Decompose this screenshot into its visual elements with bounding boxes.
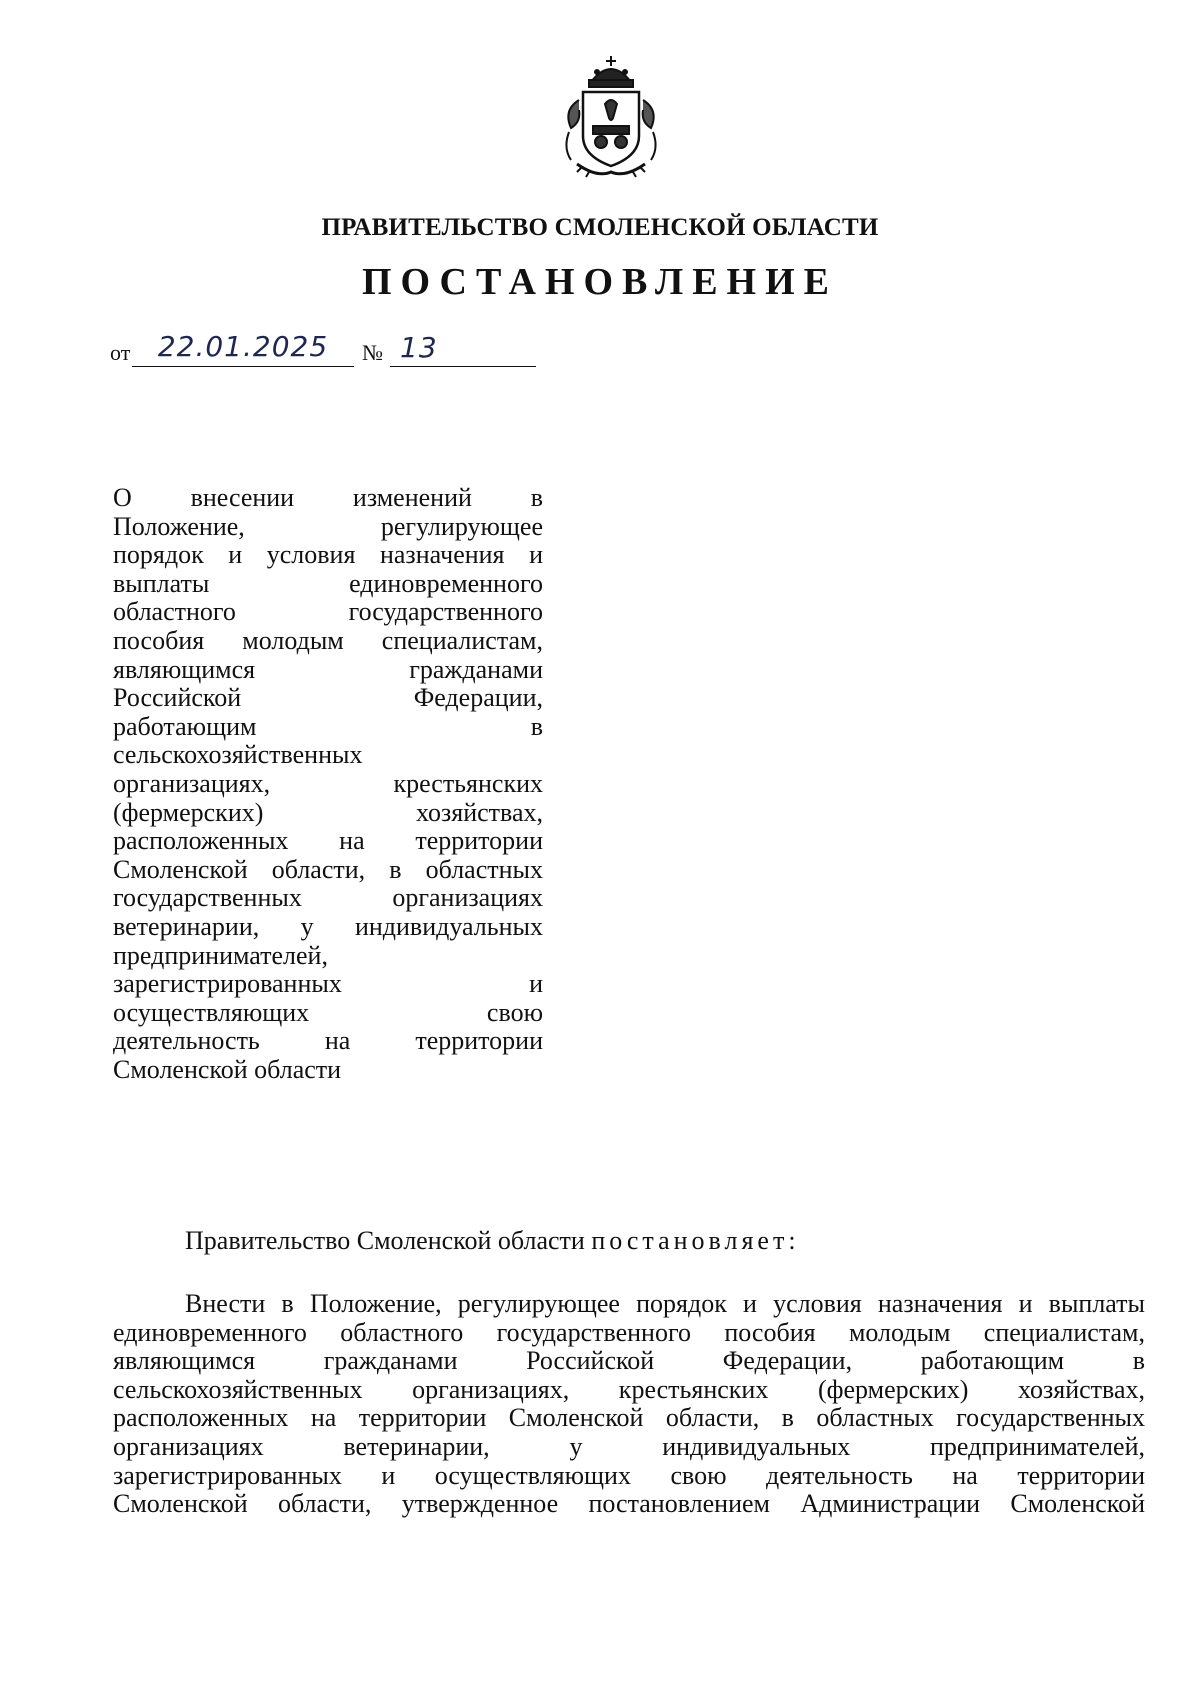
subject-line: областного государственного [113, 597, 543, 627]
number-field: 13 [390, 331, 536, 367]
subject-line: сельскохозяйственных [113, 740, 363, 770]
subject-line: пособия молодым специалистам, [113, 625, 543, 655]
subject-line: ветеринарии, у индивидуальных [113, 911, 543, 941]
subject-line: предпринимателей, [113, 940, 328, 970]
decree-statement [185, 1226, 800, 1256]
body-line: расположенных на территории Смоленской области, в областных государственных [113, 1403, 1145, 1433]
subject-line: деятельность на территории [113, 1026, 543, 1056]
decree-verb: постановляет: [591, 1226, 800, 1255]
body-line: организациях ветеринарии, у индивидуальных предпринимателей, [113, 1431, 1145, 1461]
subject-line: выплаты единовременного [113, 568, 543, 598]
body-line: Внести в Положение, регулирующее порядок и условия назначения и выплаты [185, 1289, 1145, 1318]
subject-line: порядок и условия назначения и [113, 540, 543, 570]
body-paragraph [113, 1290, 1145, 1519]
subject-line: Смоленской области [113, 1054, 342, 1084]
smolensk-coat-of-arms-icon [557, 52, 665, 184]
subject-line: организациях, крестьянских [113, 768, 543, 798]
date-field: 22.01.2025 [132, 330, 354, 367]
body-line: зарегистрированных и осуществляющих свою деятельность на территории [113, 1460, 1145, 1490]
subject-line: Положение, регулирующее [113, 511, 543, 541]
subject-line: зарегистрированных и [113, 969, 543, 999]
subject-line: работающим в [113, 711, 543, 741]
body-line: сельскохозяйственных организациях, крестьянских (фермерских) хозяйствах, [113, 1374, 1145, 1404]
subject-line: расположенных на территории [113, 826, 543, 856]
body-line: являющимся гражданами Российской Федерации, работающим в [113, 1346, 1145, 1376]
subject-line: (фермерских) хозяйствах, [113, 797, 543, 827]
document-subject [113, 484, 543, 1084]
date-label: от [110, 340, 131, 365]
body-line: Смоленской области, утвержденное постановлением Администрации Смоленской [113, 1489, 1145, 1519]
document-type-heading: ПОСТАНОВЛЕНИЕ [361, 261, 839, 303]
subject-line: Российской Федерации, [113, 683, 543, 713]
decree-lead: Правительство Смоленской области [185, 1226, 585, 1255]
body-line: единовременного областного государственного пособия молодым специалистам, [113, 1317, 1145, 1347]
number-label: № [362, 340, 383, 365]
subject-line: государственных организациях [113, 883, 543, 913]
subject-line: осуществляющих свою [113, 997, 543, 1027]
government-title: ПРАВИТЕЛЬСТВО СМОЛЕНСКОЙ ОБЛАСТИ [321, 214, 879, 241]
subject-line: являющимся гражданами [113, 654, 543, 684]
subject-line: Смоленской области, в областных [113, 854, 543, 884]
subject-line: О внесении изменений в [113, 483, 543, 512]
